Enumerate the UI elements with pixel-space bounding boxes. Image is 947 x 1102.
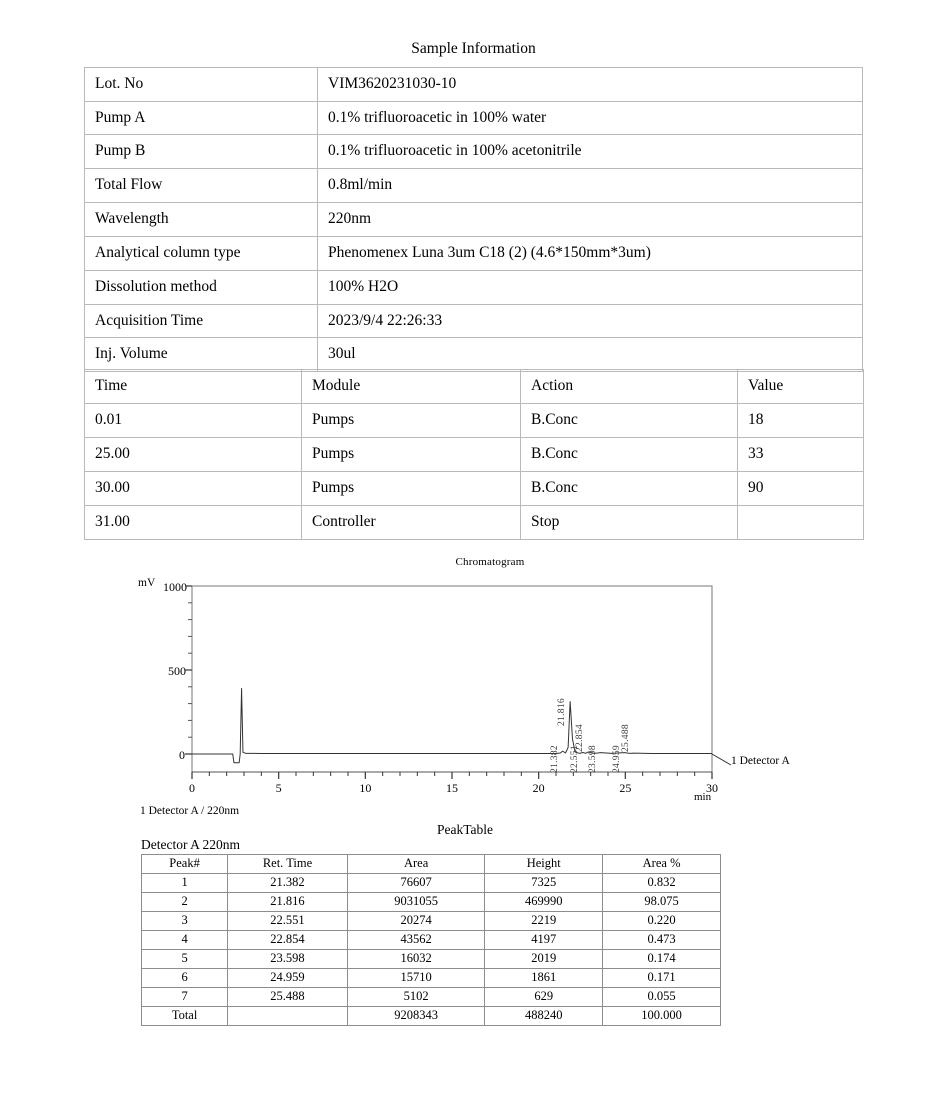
x-tick-label: 30: [706, 781, 718, 795]
time-program-cell: Pumps: [302, 438, 521, 472]
time-program-cell: 31.00: [85, 506, 302, 540]
peak-retention-time-label: 21.816: [557, 698, 568, 726]
sample-information-key: Analytical column type: [85, 236, 318, 270]
time-program-cell: [738, 506, 864, 540]
chromatogram-figure: [0, 556, 947, 816]
peak-table-cell: 0.473: [603, 931, 721, 950]
peak-table-row: [142, 874, 721, 893]
peak-table-row: [142, 950, 721, 969]
peak-table-header-cell: Height: [485, 855, 603, 874]
time-program-header-row: [85, 370, 864, 404]
peak-table-cell: 2219: [485, 912, 603, 931]
peak-table-cell: 7325: [485, 874, 603, 893]
chromatogram-trace: [192, 688, 712, 762]
peak-table-cell: 0.174: [603, 950, 721, 969]
time-program-header-cell: Time: [85, 370, 302, 404]
sample-information-row: [85, 169, 863, 203]
peak-table-row: [142, 893, 721, 912]
peak-table-cell: 7: [142, 988, 228, 1007]
time-program-cell: Pumps: [302, 472, 521, 506]
sample-information-row: [85, 338, 863, 372]
sample-information-key: Total Flow: [85, 169, 318, 203]
y-tick-label-1000: 1000: [163, 580, 187, 594]
y-axis-unit-label: mV: [138, 577, 156, 589]
peak-retention-time-label: 22.551: [569, 745, 580, 773]
peak-table-total-row: [142, 1007, 721, 1026]
x-tick-label: 25: [619, 781, 632, 795]
peak-table-header-cell: Area: [347, 855, 485, 874]
peak-table-cell: 4: [142, 931, 228, 950]
peak-table-total-cell: 9208343: [347, 1007, 485, 1026]
time-program-cell: B.Conc: [521, 438, 738, 472]
sample-information-key: Inj. Volume: [85, 338, 318, 372]
peak-table-cell: 16032: [347, 950, 485, 969]
time-program-cell: 30.00: [85, 472, 302, 506]
peak-table-body: [142, 855, 721, 1026]
chromatogram-title: Chromatogram: [455, 556, 525, 568]
peak-table-header-cell: Ret. Time: [228, 855, 348, 874]
peak-table-cell: 4197: [485, 931, 603, 950]
y-tick-label-0: 0: [179, 748, 185, 762]
peak-table-cell: 1: [142, 874, 228, 893]
peak-table-cell: 0.832: [603, 874, 721, 893]
peak-table-cell: 22.854: [228, 931, 348, 950]
peak-retention-time-label: 22.854: [575, 724, 586, 752]
peak-table-total-cell: 100.000: [603, 1007, 721, 1026]
sample-information-value: 220nm: [318, 203, 863, 237]
time-program-row: [85, 472, 864, 506]
sample-information-value: Phenomenex Luna 3um C18 (2) (4.6*150mm*3um): [318, 236, 863, 270]
peak-table-header-row: [142, 855, 721, 874]
peak-table-cell: 2019: [485, 950, 603, 969]
sample-information-body: [85, 30, 863, 372]
sample-information-row: [85, 236, 863, 270]
peak-table-cell: 20274: [347, 912, 485, 931]
peak-table-header-cell: Peak#: [142, 855, 228, 874]
time-program-cell: 0.01: [85, 404, 302, 438]
detector-footer-label: 1 Detector A / 220nm: [140, 805, 240, 817]
y-tick-label-500: 500: [168, 664, 186, 678]
sample-information-key: Pump B: [85, 135, 318, 169]
peak-table-title: PeakTable: [436, 822, 494, 837]
x-tick-label: 10: [359, 781, 372, 795]
peak-table-row: [142, 969, 721, 988]
sample-information-row: [85, 67, 863, 101]
peak-table-cell: 1861: [485, 969, 603, 988]
chromatogram-plot: [0, 556, 947, 816]
peak-table-cell: 0.055: [603, 988, 721, 1007]
peak-table-cell: 9031055: [347, 893, 485, 912]
peak-table-cell: 5102: [347, 988, 485, 1007]
time-program-cell: 18: [738, 404, 864, 438]
x-tick-label: 15: [446, 781, 458, 795]
time-program-cell: Pumps: [302, 404, 521, 438]
sample-information-title: Sample Information: [85, 30, 863, 68]
sample-information-key: Pump A: [85, 101, 318, 135]
x-tick-label: 20: [532, 781, 545, 795]
sample-information-value: 0.1% trifluoroacetic in 100% acetonitrile: [318, 135, 863, 169]
time-program-cell: Controller: [302, 506, 521, 540]
time-program-header-cell: Action: [521, 370, 738, 404]
peak-table-cell: 629: [485, 988, 603, 1007]
time-program-cell: 25.00: [85, 438, 302, 472]
sample-information-key: Wavelength: [85, 203, 318, 237]
time-program-table: [84, 369, 864, 540]
x-tick-label: 5: [275, 781, 282, 795]
peak-table-cell: 3: [142, 912, 228, 931]
sample-information-row: [85, 135, 863, 169]
peak-table-cell: 15710: [347, 969, 485, 988]
sample-information-value: 0.8ml/min: [318, 169, 863, 203]
peak-table-cell: 6: [142, 969, 228, 988]
peak-table-cell: 23.598: [228, 950, 348, 969]
detector-annotation-label: 1 Detector A: [731, 755, 790, 767]
peak-retention-time-label: 24.959: [611, 745, 622, 773]
peak-table-header-cell: Area %: [603, 855, 721, 874]
peak-table-row: [142, 912, 721, 931]
peak-table-cell: 76607: [347, 874, 485, 893]
sample-information-value: 0.1% trifluoroacetic in 100% water: [318, 101, 863, 135]
peak-table-cell: 22.551: [228, 912, 348, 931]
sample-information-value: 100% H2O: [318, 270, 863, 304]
time-program-row: [85, 438, 864, 472]
time-program-body: [85, 370, 864, 540]
sample-information-row: [85, 101, 863, 135]
peak-retention-time-label: 25.488: [620, 724, 631, 752]
sample-information-row: [85, 270, 863, 304]
sample-information-key: Dissolution method: [85, 270, 318, 304]
sample-information-table: [84, 29, 863, 372]
time-program-cell: B.Conc: [521, 404, 738, 438]
time-program-cell: Stop: [521, 506, 738, 540]
peak-table-subtitle: Detector A 220nm: [141, 837, 240, 852]
sample-information-row: [85, 203, 863, 237]
sample-information-key: Lot. No: [85, 67, 318, 101]
time-program-header-cell: Value: [738, 370, 864, 404]
peak-table-cell: 5: [142, 950, 228, 969]
peak-table-cell: 0.171: [603, 969, 721, 988]
peak-table-cell: 21.382: [228, 874, 348, 893]
time-program-cell: B.Conc: [521, 472, 738, 506]
peak-table-cell: 0.220: [603, 912, 721, 931]
time-program-header-cell: Module: [302, 370, 521, 404]
peak-retention-time-label: 23.598: [588, 745, 599, 773]
sample-information-key: Acquisition Time: [85, 304, 318, 338]
peak-table-cell: 469990: [485, 893, 603, 912]
peak-table-total-cell: Total: [142, 1007, 228, 1026]
peak-table-cell: 24.959: [228, 969, 348, 988]
peak-table-cell: 98.075: [603, 893, 721, 912]
sample-information-header-row: [85, 30, 863, 68]
peak-table-cell: 43562: [347, 931, 485, 950]
peak-table-row: [142, 988, 721, 1007]
peak-table-cell: 25.488: [228, 988, 348, 1007]
time-program-row: [85, 404, 864, 438]
sample-information-value: 2023/9/4 22:26:33: [318, 304, 863, 338]
time-program-cell: 33: [738, 438, 864, 472]
peak-table-total-cell: 488240: [485, 1007, 603, 1026]
peak-table-row: [142, 931, 721, 950]
x-axis-unit-label: min: [694, 791, 712, 803]
sample-information-value: VIM3620231030-10: [318, 67, 863, 101]
x-tick-label: 0: [189, 781, 195, 795]
peak-table: [141, 854, 721, 1026]
sample-information-value: 30ul: [318, 338, 863, 372]
time-program-cell: 90: [738, 472, 864, 506]
peak-table-total-cell: [228, 1007, 348, 1026]
peak-table-cell: 21.816: [228, 893, 348, 912]
peak-table-cell: 2: [142, 893, 228, 912]
time-program-row: [85, 506, 864, 540]
sample-information-row: [85, 304, 863, 338]
peak-retention-time-label: 21.382: [549, 745, 560, 773]
